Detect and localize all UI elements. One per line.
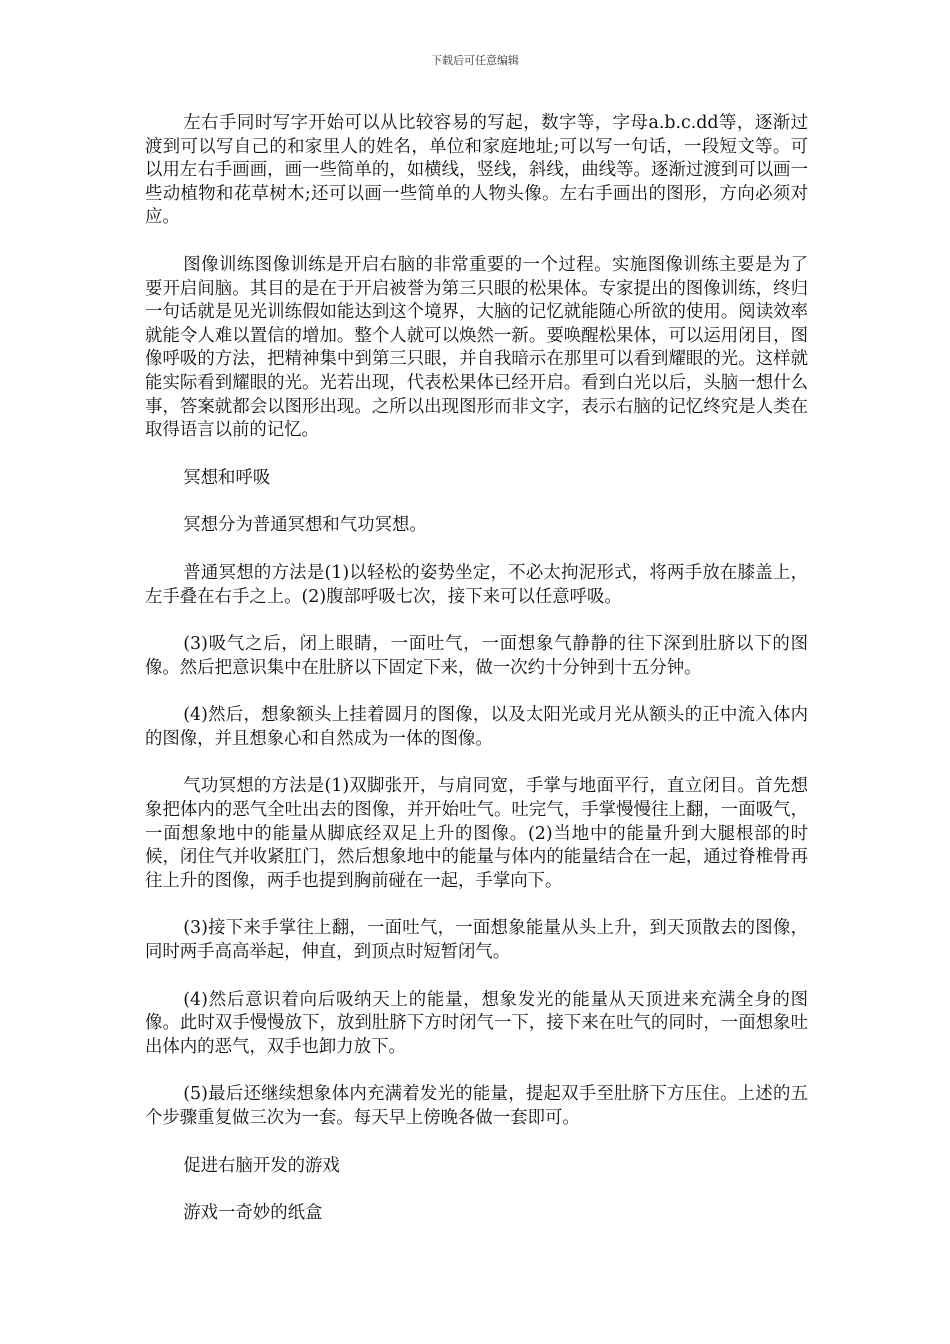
paragraph-meditation-types: 冥想分为普通冥想和气功冥想。 [183, 515, 427, 536]
paragraph-qigong-step-3: (3)接下来手掌往上翻，一面吐气，一面想象能量从头上升，到天顶散去的图像，同时两手高高举起，伸直，到顶点时短暂闭气。 [145, 918, 808, 963]
paragraph-step-3: (3)吸气之后，闭上眼睛，一面吐气，一面想象气静静的往下深到肚脐以下的图像。然后把意识集中在肚脐以下固定下来，做一次约十分钟到十五分钟。 [145, 634, 808, 678]
heading-right-brain-games: 促进右脑开发的游戏 [183, 1155, 340, 1176]
document-body [145, 112, 808, 1226]
heading-game-one: 游戏一奇妙的纸盒 [183, 1203, 323, 1224]
paragraph-handwriting-practice: 左右手同时写字开始可以从比较容易的写起，数字等，字母a.b.c.dd等，逐渐过渡到可以写自己的和家里人的姓名，单位和家庭地址;可以写一句话，一段短文等。可以用左右手画画，画一些简单的，如横线，竖线，斜线，曲线等。逐渐过渡到可以画一些动植物和花草树木;还可以画一些简单的人物头像。左右手画出的图形，方向必须对应。 [145, 113, 808, 228]
paragraph-image-training: 图像训练图像训练是开启右脑的非常重要的一个过程。实施图像训练主要是为了要开启间脑。其目的是在于开启被誉为第三只眼的松果体。专家提出的图像训练，终归一句话就是见光训练假如能达到这个境界，大脑的记忆就能随心所欲的使用。阅读效率就能令人难以置信的增加。整个人就可以焕然一新。要唤醒松果体，可以运用闭目，图像呼吸的方法，把精神集中到第三只眼，并自我暗示在那里可以看到耀眼的光。这样就能实际看到耀眼的光。光若出现，代表松果体已经开启。看到白光以后，头脑一想什么事，答案就都会以图形出现。之所以出现图形而非文字，表示右脑的记忆终究是人类在取得语言以前的记忆。 [145, 254, 808, 441]
paragraph-normal-meditation: 普通冥想的方法是(1)以轻松的姿势坐定，不必太拘泥形式，将两手放在膝盖上，左手叠在右手之上。(2)腹部呼吸七次，接下来可以任意呼吸。 [145, 562, 808, 607]
heading-meditation-breathing: 冥想和呼吸 [183, 467, 271, 488]
paragraph-qigong-step-4: (4)然后意识着向后吸纳天上的能量，想象发光的能量从天顶进来充满全身的图像。此时双手慢慢放下，放到肚脐下方时闭气一下，接下来在吐气的同时，一面想象吐出体内的恶气，双手也卸力放下。 [145, 989, 808, 1057]
paragraph-step-4: (4)然后，想象额头上挂着圆月的图像，以及太阳光或月光从额头的正中流入体内的图像，并且想象心和自然成为一体的图像。 [145, 705, 808, 749]
paragraph-qigong-step-5: (5)最后还继续想象体内充满着发光的能量，提起双手至肚脐下方压住。上述的五个步骤重复做三次为一套。每天早上傍晚各做一套即可。 [145, 1084, 808, 1128]
paragraph-qigong-meditation: 气功冥想的方法是(1)双脚张开，与肩同宽，手掌与地面平行，直立闭目。首先想象把体内的恶气全吐出去的图像，并开始吐气。吐完气，手掌慢慢往上翻，一面吸气，一面想象地中的能量从脚底经双足上升的图像。(2)当地中的能量升到大腿根部的时候，闭住气并收紧肛门，然后想象地中的能量与体内的能量结合在一起，通过脊椎骨再往上升的图像，两手也提到胸前碰在一起，手掌向下。 [145, 776, 808, 891]
page-header: 下载后可任意编辑 [431, 54, 519, 67]
